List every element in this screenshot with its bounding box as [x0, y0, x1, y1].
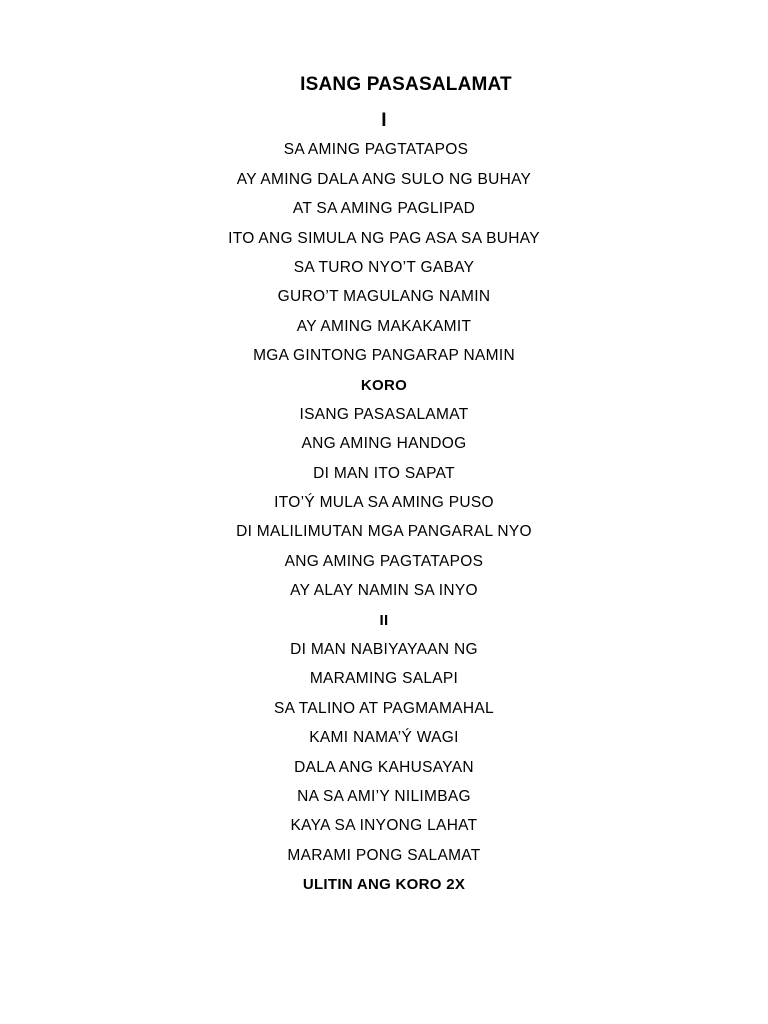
lyric-line: ANG AMING HANDOG	[301, 435, 467, 453]
lyrics-list	[0, 106, 768, 900]
verse-2-heading: II	[379, 611, 389, 629]
lyric-line: MARAMING SALAPI	[309, 670, 459, 688]
lyric-line: KAYA SA INYONG LAHAT	[290, 817, 478, 835]
lyric-line: NA SA AMI’Y NILIMBAG	[297, 787, 471, 805]
lyric-line: AY AMING MAKAKAMIT	[296, 317, 472, 335]
lyric-line: SA TURO NYO’T GABAY	[293, 258, 475, 276]
lyric-line: ITO’Ý MULA SA AMING PUSO	[274, 494, 494, 512]
chorus-heading: KORO	[360, 376, 408, 394]
lyric-line: SA AMING PAGTATAPOS	[283, 141, 469, 159]
lyric-line: ITO ANG SIMULA NG PAG ASA SA BUHAY	[228, 229, 540, 247]
lyric-line: DALA ANG KAHUSAYAN	[294, 758, 474, 776]
lyric-line: MARAMI PONG SALAMAT	[287, 846, 481, 864]
lyric-line: ANG AMING PAGTATAPOS	[284, 552, 484, 570]
lyric-line: SA TALINO AT PAGMAMAHAL	[274, 699, 494, 717]
verse-1-heading: I	[381, 110, 387, 131]
lyric-line: MGA GINTONG PANGARAP NAMIN	[253, 347, 515, 365]
lyric-line: AY AMING DALA ANG SULO NG BUHAY	[236, 170, 532, 188]
lyric-line: DI MALILIMUTAN MGA PANGARAL NYO	[236, 523, 532, 541]
lyric-line: ISANG PASASALAMAT	[299, 405, 469, 423]
lyric-line: AY ALAY NAMIN SA INYO	[290, 582, 478, 600]
lyric-line: DI MAN ITO SAPAT	[313, 464, 455, 482]
lyric-line: KAMI NAMA’Ý WAGI	[309, 729, 459, 747]
lyric-line: DI MAN NABIYAYAAN NG	[290, 641, 478, 659]
song-title: ISANG PASASALAMAT	[300, 74, 512, 95]
lyric-line: AT SA AMING PAGLIPAD	[292, 200, 476, 218]
repeat-chorus-note: ULITIN ANG KORO 2X	[302, 876, 466, 894]
lyric-line: GURO’T MAGULANG NAMIN	[277, 288, 491, 306]
